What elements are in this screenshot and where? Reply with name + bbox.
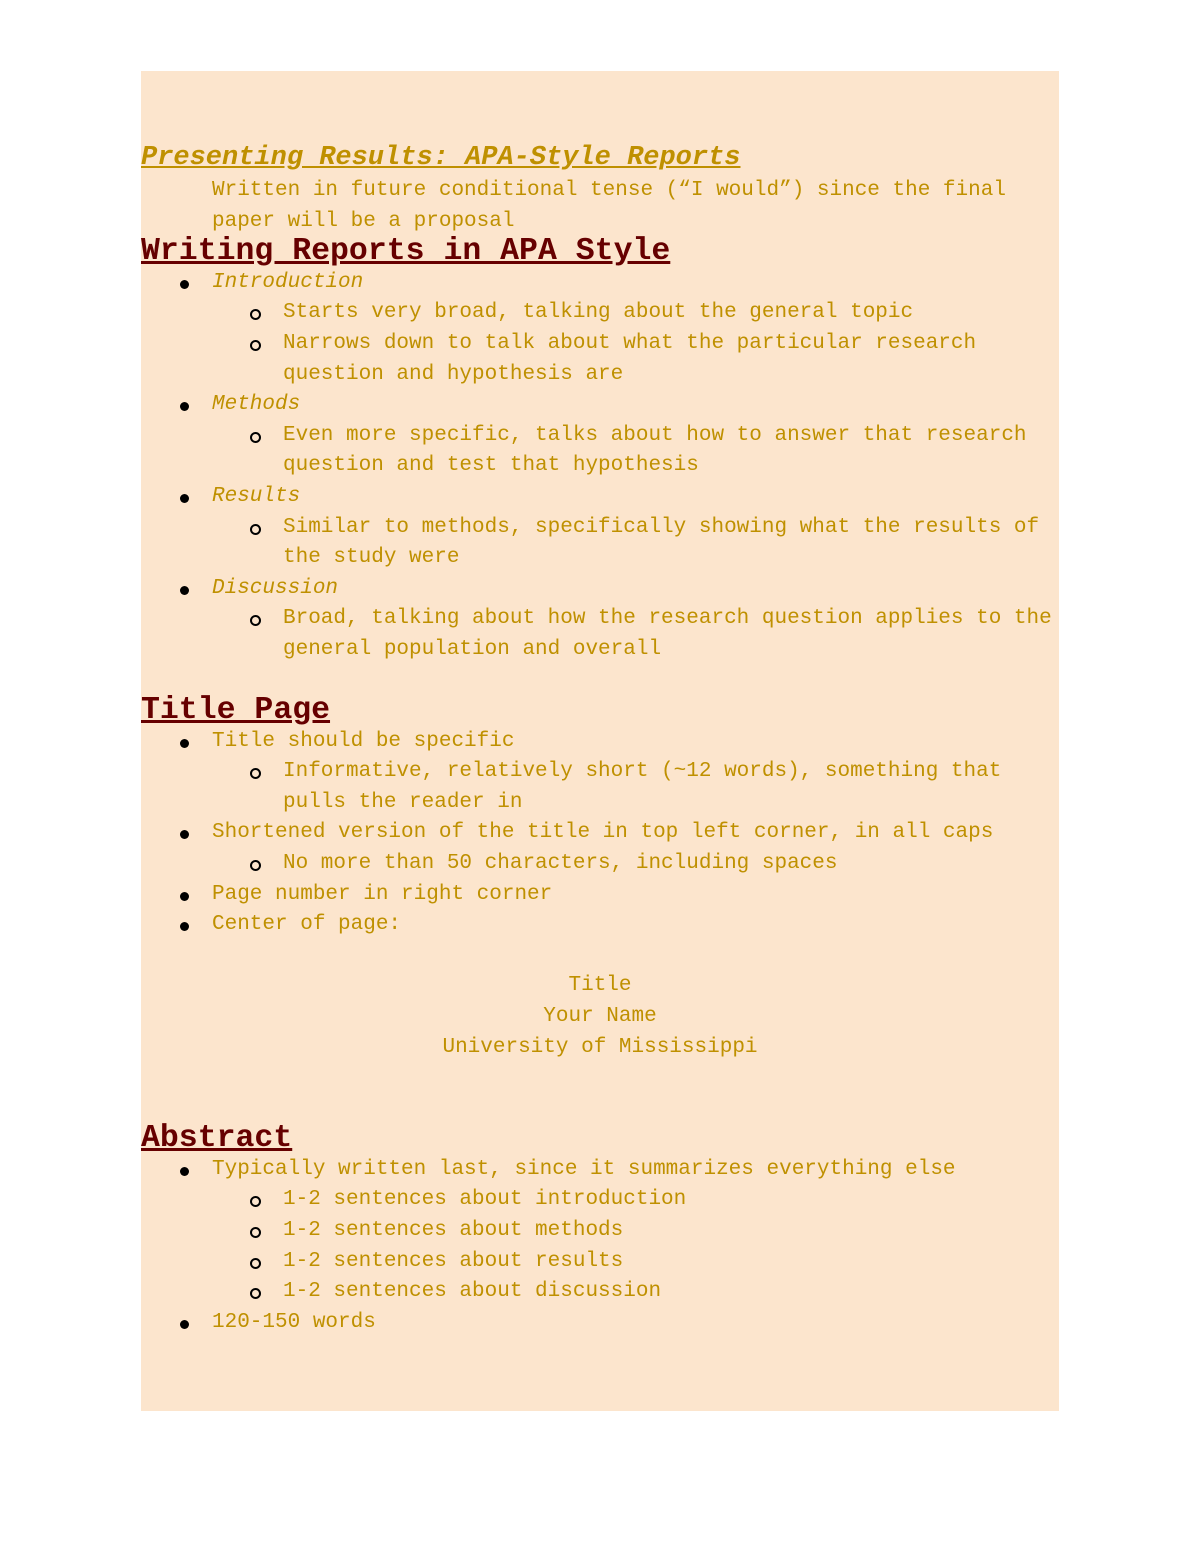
bullet-icon xyxy=(180,402,189,411)
hollow-bullet-icon xyxy=(250,860,261,871)
list-item: 120-150 words xyxy=(141,1308,1071,1339)
list-item: Shortened version of the title in top left corner, in all caps xyxy=(141,818,1071,849)
list-item: Methods xyxy=(141,390,1071,421)
bullet-icon xyxy=(180,280,189,289)
list-item: 1-2 sentences about results xyxy=(141,1247,1071,1278)
list-item: Starts very broad, talking about the general topic xyxy=(141,298,1071,329)
document-title: Presenting Results: APA-Style Reports xyxy=(141,143,741,173)
hollow-bullet-icon xyxy=(250,524,261,535)
list-item: Center of page: xyxy=(141,910,1071,941)
list-item: Title should be specific xyxy=(141,727,1071,758)
section-heading-title-page: Title Page xyxy=(141,693,331,729)
list-item: 1-2 sentences about methods xyxy=(141,1216,1071,1247)
hollow-bullet-icon xyxy=(250,432,261,443)
list-item: Even more specific, talks about how to answer that research question and test that hypothesis xyxy=(141,421,1071,482)
hollow-bullet-icon xyxy=(250,309,261,320)
list-item: Broad, talking about how the research question applies to the general population and overall xyxy=(141,604,1071,665)
spacer xyxy=(141,666,1071,697)
bullet-icon xyxy=(180,892,189,901)
hollow-bullet-icon xyxy=(250,1288,261,1299)
list-item: Informative, relatively short (~12 words), something that pulls the reader in xyxy=(141,757,1071,818)
section-heading-writing: Writing Reports in APA Style xyxy=(141,234,671,270)
list-item: Results xyxy=(141,482,1071,513)
list-item: Introduction xyxy=(141,268,1071,299)
list-item: Page number in right corner xyxy=(141,880,1071,911)
list-item: Similar to methods, specifically showing what the results of the study were xyxy=(141,513,1071,574)
bullet-icon xyxy=(180,1320,189,1329)
list-item: 1-2 sentences about introduction xyxy=(141,1185,1071,1216)
writing-list xyxy=(141,268,1071,666)
list-item: 1-2 sentences about discussion xyxy=(141,1277,1071,1308)
spacer xyxy=(141,941,1071,972)
spacer xyxy=(141,1063,1071,1124)
centered-title-line: Title xyxy=(568,974,632,998)
list-item: No more than 50 characters, including spaces xyxy=(141,849,1071,880)
bullet-icon xyxy=(180,1167,189,1176)
list-item: Discussion xyxy=(141,574,1071,605)
intro-paragraph: Written in future conditional tense (“I would”) since the final paper will be a proposal xyxy=(212,179,1006,233)
hollow-bullet-icon xyxy=(250,1196,261,1207)
section-heading-abstract: Abstract xyxy=(141,1121,293,1157)
bullet-icon xyxy=(180,494,189,503)
centered-name-line: Your Name xyxy=(543,1005,657,1029)
bullet-icon xyxy=(180,830,189,839)
bullet-icon xyxy=(180,922,189,931)
abstract-list xyxy=(141,1155,1071,1339)
hollow-bullet-icon xyxy=(250,768,261,779)
centered-university-line: University of Mississippi xyxy=(442,1035,758,1059)
list-item: Typically written last, since it summarizes everything else xyxy=(141,1155,1071,1186)
bullet-icon xyxy=(180,586,189,595)
hollow-bullet-icon xyxy=(250,615,261,626)
document-content xyxy=(141,140,1071,1338)
hollow-bullet-icon xyxy=(250,340,261,351)
title-page-list xyxy=(141,727,1071,941)
bullet-icon xyxy=(180,739,189,748)
hollow-bullet-icon xyxy=(250,1227,261,1238)
hollow-bullet-icon xyxy=(250,1258,261,1269)
list-item: Narrows down to talk about what the particular research question and hypothesis are xyxy=(141,329,1071,390)
